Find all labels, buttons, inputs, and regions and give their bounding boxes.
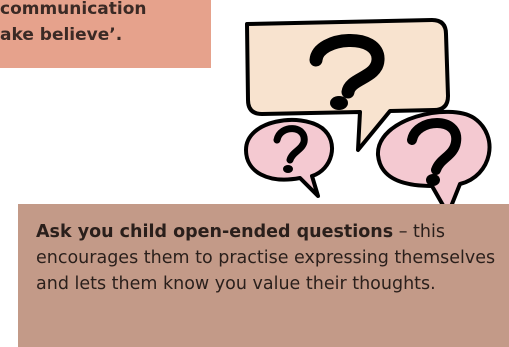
- top-box-text: communication ake believe’.: [0, 0, 147, 45]
- small-question-bubble-left-icon: [246, 120, 332, 196]
- bottom-tip-box: [18, 204, 509, 347]
- small-question-bubble-right-icon: [378, 112, 490, 214]
- tip-body: – this encourages them to practise expressing themselves and lets them know you value their thoughts.: [36, 222, 496, 294]
- tip-heading: Ask you child open-ended questions: [36, 222, 394, 242]
- tip-text: [36, 219, 501, 297]
